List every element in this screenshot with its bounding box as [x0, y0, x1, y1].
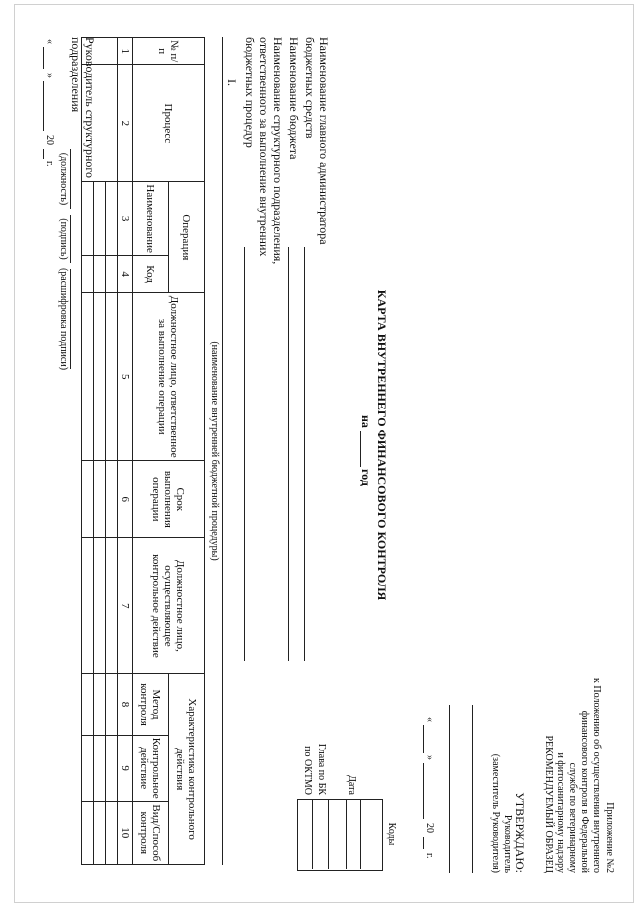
approval-deputy: (заместитель Руководителя) — [490, 753, 501, 873]
admin-label: Наименование главного администратора — [317, 37, 331, 245]
approval-day-line — [423, 725, 424, 753]
title-year-line — [360, 431, 361, 467]
appendix-line: и фитосанитарному надзору — [555, 752, 566, 873]
header-process: Процесс — [133, 65, 205, 182]
approval-year-suffix: г. — [424, 853, 435, 859]
column-number: 3 — [118, 182, 133, 256]
codes-header: Коды — [386, 822, 397, 846]
unit-line — [244, 247, 245, 661]
approval-signature-line — [472, 705, 473, 873]
codes-bk-label: Глава по БК — [316, 743, 327, 795]
sign-line — [70, 215, 71, 263]
signature-head: Руководитель структурного — [83, 37, 97, 179]
header-action: Контрольное действие — [133, 735, 169, 801]
unit-label: Наименование структурного подразделения, — [271, 37, 285, 265]
column-number: 4 — [118, 255, 133, 292]
table-cell — [106, 735, 118, 801]
signature-day-line — [43, 47, 44, 69]
admin-label-cont: бюджетных средств — [303, 37, 317, 139]
header-operation-name: Наименование — [133, 182, 169, 256]
position-line — [70, 149, 71, 209]
table-cell — [94, 674, 106, 735]
appendix-line: финансового контроля в Федеральной — [579, 710, 590, 873]
codes-date-label: Дата — [346, 775, 357, 795]
section-number: I. — [225, 79, 239, 86]
table-cell — [106, 674, 118, 735]
column-number: 7 — [118, 538, 133, 674]
budget-line — [288, 247, 289, 661]
procedure-caption: (наименование внутренней бюджетной процедуры) — [209, 341, 220, 561]
position-caption: (должность) — [58, 152, 69, 206]
table-row — [106, 38, 118, 865]
unit-label-cont: ответственного за выполнение внутренних — [257, 37, 271, 257]
table-cell — [106, 255, 118, 292]
title-year-suffix: год — [359, 469, 373, 486]
table-cell — [82, 735, 94, 801]
signature-date-close: » — [44, 73, 55, 78]
signature-year-prefix: 20 — [44, 135, 55, 145]
table-cell — [94, 538, 106, 674]
table-cell — [94, 293, 106, 461]
header-characteristics: Характеристика контрольного действия — [169, 674, 205, 865]
approval-date-open: « — [424, 717, 435, 722]
codes-divider — [312, 799, 313, 869]
header-type: Вид/Способ контроля — [133, 801, 169, 864]
landscape-form — [25, 25, 625, 885]
approval-year-prefix: 20 — [424, 823, 435, 833]
header-deadline: Срок выполнения операции — [133, 461, 205, 538]
sign-caption: (подпись) — [58, 218, 69, 260]
table-cell — [82, 674, 94, 735]
column-number: 8 — [118, 674, 133, 735]
table-cell — [94, 801, 106, 864]
title-year-prefix: на — [359, 415, 373, 428]
decode-line — [70, 269, 71, 369]
appendix-line: к Положению об осуществлении внутреннего — [591, 678, 602, 873]
table-cell — [82, 255, 94, 292]
table-cell — [106, 538, 118, 674]
column-number: 2 — [118, 65, 133, 182]
table-cell — [94, 255, 106, 292]
column-number: 5 — [118, 293, 133, 461]
table-cell — [94, 182, 106, 256]
codes-oktmo-label: по ОКТМО — [302, 746, 313, 795]
table-cell — [82, 461, 94, 538]
signature-month-line — [43, 81, 44, 131]
approval-title: УТВЕРЖДАЮ: — [513, 792, 527, 873]
column-number: 9 — [118, 735, 133, 801]
table-cell — [106, 293, 118, 461]
approval-year-line — [423, 837, 424, 849]
table-cell — [82, 182, 94, 256]
table-cell — [106, 801, 118, 864]
column-number: 1 — [118, 38, 133, 65]
unit-label-cont: бюджетных процедур — [243, 37, 257, 148]
approval-name-line — [449, 705, 450, 873]
table-cell — [82, 538, 94, 674]
column-number: 6 — [118, 461, 133, 538]
signature-year-line — [43, 149, 44, 159]
table-cell — [82, 801, 94, 864]
header-operation-code: Код — [133, 255, 169, 292]
codes-divider — [360, 799, 361, 869]
header-number: № п/п — [133, 38, 205, 65]
page-title: КАРТА ВНУТРЕННЕГО ФИНАНСОВОГО КОНТРОЛЯ — [375, 289, 389, 601]
header-method: Метод контроля — [133, 674, 169, 735]
header-responsible: Должностное лицо, ответственное за выполнение операции — [133, 293, 205, 461]
control-map-table — [81, 37, 205, 865]
column-number: 10 — [118, 801, 133, 864]
table-cell — [82, 293, 94, 461]
codes-divider — [328, 799, 329, 869]
approval-head: Руководитель — [502, 814, 513, 873]
approval-date-close: » — [424, 755, 435, 760]
table-cell — [106, 182, 118, 256]
budget-label: Наименование бюджета — [287, 37, 301, 160]
appendix-number: Приложение №2 — [604, 802, 615, 873]
table-cell — [106, 461, 118, 538]
signature-head-cont: подразделения — [69, 37, 83, 113]
signature-date-open: « — [44, 39, 55, 44]
table-cell — [94, 461, 106, 538]
appendix-line: службе по ветеринарному — [567, 762, 578, 873]
codes-divider — [346, 799, 347, 869]
codes-box — [297, 799, 383, 871]
header-operation: Операция — [169, 182, 205, 293]
decode-caption: (расшифровка подписи) — [58, 267, 69, 371]
table-cell — [94, 735, 106, 801]
recommended-sample: РЕКОМЕНДУЕМЫЙ ОБРАЗЕЦ — [543, 735, 554, 873]
document-page — [14, 4, 634, 903]
procedure-line — [222, 37, 223, 865]
signature-year-suffix: г. — [44, 161, 55, 167]
approval-month-line — [423, 763, 424, 819]
admin-line — [304, 247, 305, 661]
header-controller: Должностное лицо, осуществляющее контрольное действие — [133, 538, 205, 674]
